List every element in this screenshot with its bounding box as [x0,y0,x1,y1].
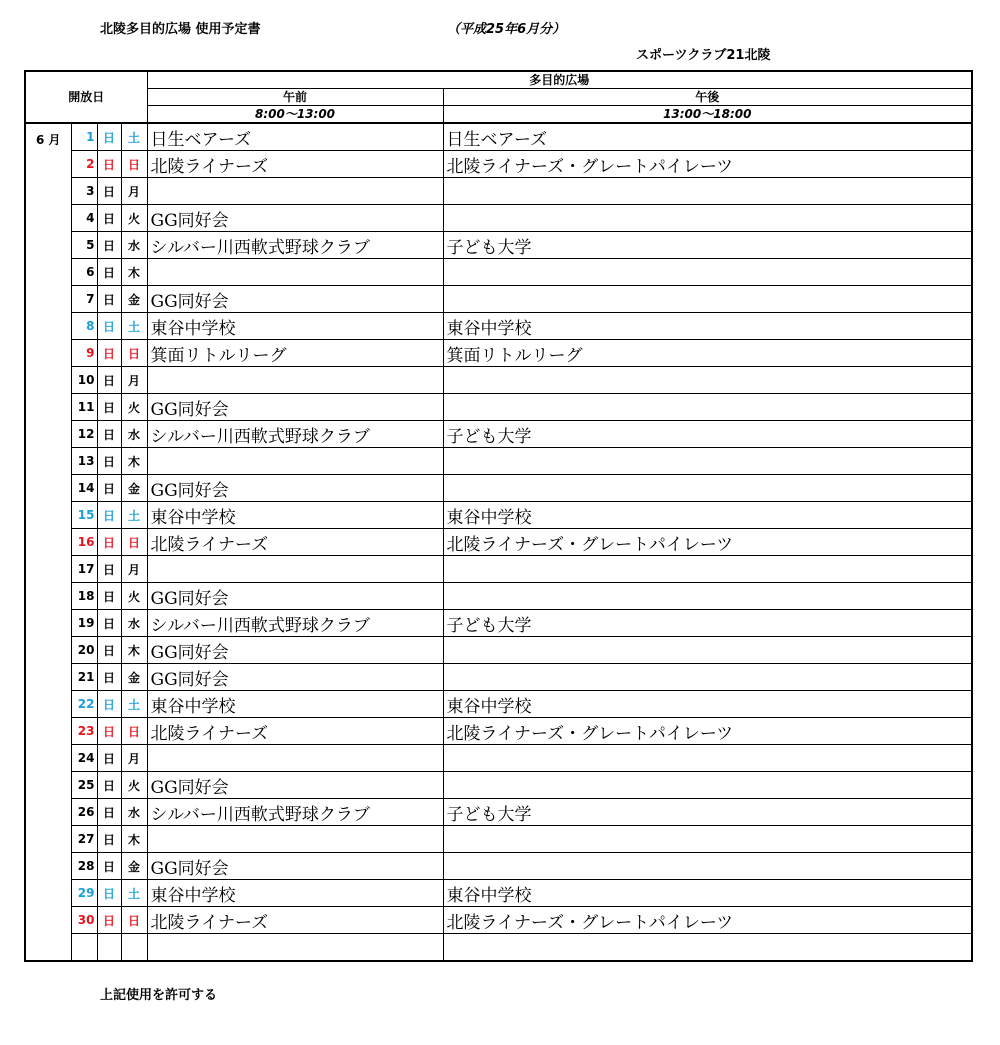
afternoon-booking [443,772,972,799]
table-row [25,421,972,448]
afternoon-booking: 子ども大学 [443,799,972,826]
weekday-cell: 金 [121,475,147,502]
day-suffix: 日 [97,313,121,340]
weekday-cell: 火 [121,205,147,232]
day-number: 10 [71,367,97,394]
afternoon-booking [443,745,972,772]
afternoon-booking [443,178,972,205]
day-suffix: 日 [97,421,121,448]
morning-booking: シルバー川西軟式野球クラブ [147,421,443,448]
day-suffix: 日 [97,232,121,259]
day-number: 22 [71,691,97,718]
day-number: 20 [71,637,97,664]
afternoon-booking [443,259,972,286]
day-suffix: 日 [97,502,121,529]
day-suffix: 日 [97,556,121,583]
day-number: 14 [71,475,97,502]
morning-booking: GG同好会 [147,853,443,880]
empty-cell [443,934,972,962]
afternoon-booking [443,664,972,691]
empty-cell [121,934,147,962]
weekday-cell: 日 [121,151,147,178]
morning-booking [147,556,443,583]
day-suffix: 日 [97,637,121,664]
table-row [25,826,972,853]
day-number: 30 [71,907,97,934]
weekday-cell: 木 [121,448,147,475]
weekday-cell: 水 [121,610,147,637]
morning-booking: シルバー川西軟式野球クラブ [147,610,443,637]
table-row [25,907,972,934]
table-row [25,637,972,664]
table-row [25,853,972,880]
day-suffix: 日 [97,907,121,934]
morning-booking [147,367,443,394]
day-suffix: 日 [97,772,121,799]
morning-booking [147,448,443,475]
morning-booking [147,826,443,853]
morning-booking: GG同好会 [147,637,443,664]
day-number: 17 [71,556,97,583]
day-suffix: 日 [97,448,121,475]
weekday-cell: 土 [121,123,147,151]
weekday-cell: 土 [121,502,147,529]
weekday-cell: 日 [121,718,147,745]
document-period: （平成25年6月分） [447,22,566,37]
table-row [25,610,972,637]
afternoon-booking: 日生ベアーズ [443,123,972,151]
weekday-cell: 水 [121,799,147,826]
afternoon-booking [443,637,972,664]
morning-booking: GG同好会 [147,286,443,313]
weekday-cell: 金 [121,664,147,691]
morning-booking: 東谷中学校 [147,502,443,529]
morning-booking: GG同好会 [147,475,443,502]
afternoon-booking: 箕面リトルリーグ [443,340,972,367]
table-row-empty [25,934,972,962]
weekday-cell: 火 [121,394,147,421]
day-number: 24 [71,745,97,772]
day-suffix: 日 [97,718,121,745]
weekday-cell: 月 [121,178,147,205]
weekday-cell: 火 [121,583,147,610]
day-suffix: 日 [97,178,121,205]
empty-cell [147,934,443,962]
day-number: 19 [71,610,97,637]
day-number: 26 [71,799,97,826]
day-number: 1 [71,123,97,151]
afternoon-booking [443,853,972,880]
table-row [25,475,972,502]
day-number: 21 [71,664,97,691]
morning-booking: 北陵ライナーズ [147,529,443,556]
day-suffix: 日 [97,799,121,826]
weekday-cell: 土 [121,691,147,718]
weekday-cell: 金 [121,853,147,880]
afternoon-booking: 北陵ライナーズ・グレートパイレーツ [443,718,972,745]
table-row [25,556,972,583]
afternoon-time-header: 13:00～18:00 [443,106,972,124]
day-suffix: 日 [97,259,121,286]
morning-booking [147,259,443,286]
table-row [25,123,972,151]
day-number: 12 [71,421,97,448]
day-suffix: 日 [97,529,121,556]
table-row [25,394,972,421]
empty-cell [71,934,97,962]
afternoon-booking: 子ども大学 [443,232,972,259]
morning-booking: 北陵ライナーズ [147,718,443,745]
afternoon-booking: 北陵ライナーズ・グレートパイレーツ [443,529,972,556]
weekday-cell: 木 [121,826,147,853]
table-row [25,286,972,313]
weekday-cell: 水 [121,232,147,259]
day-number: 27 [71,826,97,853]
day-suffix: 日 [97,205,121,232]
afternoon-booking: 子ども大学 [443,610,972,637]
weekday-cell: 日 [121,340,147,367]
weekday-cell: 月 [121,745,147,772]
morning-time-header: 8:00～13:00 [147,106,443,124]
weekday-cell: 月 [121,367,147,394]
day-suffix: 日 [97,583,121,610]
table-row [25,691,972,718]
afternoon-booking [443,286,972,313]
morning-booking [147,178,443,205]
venue-header: 多目的広場 [147,71,972,89]
morning-booking: 北陵ライナーズ [147,907,443,934]
day-number: 18 [71,583,97,610]
table-row [25,205,972,232]
day-number: 8 [71,313,97,340]
table-row [25,745,972,772]
weekday-cell: 金 [121,286,147,313]
day-number: 11 [71,394,97,421]
weekday-cell: 火 [121,772,147,799]
morning-booking: 東谷中学校 [147,880,443,907]
morning-booking: GG同好会 [147,394,443,421]
table-row [25,313,972,340]
weekday-cell: 日 [121,907,147,934]
weekday-cell: 土 [121,313,147,340]
table-row [25,529,972,556]
weekday-cell: 水 [121,421,147,448]
morning-header: 午前 [147,89,443,106]
organization-name: スポーツクラブ21北陵 [636,48,771,63]
day-number: 13 [71,448,97,475]
weekday-cell: 木 [121,637,147,664]
open-day-header: 開放日 [25,71,147,123]
day-number: 25 [71,772,97,799]
morning-booking [147,745,443,772]
weekday-cell: 木 [121,259,147,286]
afternoon-booking [443,826,972,853]
day-number: 15 [71,502,97,529]
table-row [25,151,972,178]
table-row [25,718,972,745]
morning-booking: シルバー川西軟式野球クラブ [147,232,443,259]
table-row [25,880,972,907]
day-suffix: 日 [97,664,121,691]
afternoon-booking: 北陵ライナーズ・グレートパイレーツ [443,151,972,178]
morning-booking: 東谷中学校 [147,313,443,340]
day-suffix: 日 [97,853,121,880]
day-number: 28 [71,853,97,880]
afternoon-booking: 東谷中学校 [443,691,972,718]
afternoon-booking [443,205,972,232]
afternoon-booking [443,583,972,610]
afternoon-booking [443,367,972,394]
table-row [25,232,972,259]
day-number: 9 [71,340,97,367]
weekday-cell: 日 [121,529,147,556]
morning-booking: GG同好会 [147,772,443,799]
table-row [25,502,972,529]
afternoon-booking: 北陵ライナーズ・グレートパイレーツ [443,907,972,934]
afternoon-booking: 東谷中学校 [443,313,972,340]
approval-note: 上記使用を許可する [100,988,218,1003]
table-row [25,583,972,610]
day-suffix: 日 [97,394,121,421]
table-row [25,367,972,394]
document-title: 北陵多目的広場 使用予定書 [100,22,261,37]
schedule-table [24,70,973,962]
day-number: 5 [71,232,97,259]
weekday-cell: 月 [121,556,147,583]
day-number: 7 [71,286,97,313]
afternoon-booking [443,556,972,583]
afternoon-booking [443,475,972,502]
table-row [25,340,972,367]
day-suffix: 日 [97,610,121,637]
day-suffix: 日 [97,880,121,907]
day-number: 2 [71,151,97,178]
empty-cell [97,934,121,962]
morning-booking: 東谷中学校 [147,691,443,718]
table-row [25,664,972,691]
day-number: 3 [71,178,97,205]
afternoon-booking [443,394,972,421]
afternoon-booking: 東谷中学校 [443,502,972,529]
morning-booking: 日生ベアーズ [147,123,443,151]
day-number: 4 [71,205,97,232]
table-row [25,799,972,826]
weekday-cell: 土 [121,880,147,907]
table-row [25,772,972,799]
month-cell: 6 月 [25,123,71,961]
day-number: 16 [71,529,97,556]
day-suffix: 日 [97,151,121,178]
day-suffix: 日 [97,826,121,853]
afternoon-booking: 東谷中学校 [443,880,972,907]
day-suffix: 日 [97,367,121,394]
day-number: 23 [71,718,97,745]
afternoon-header: 午後 [443,89,972,106]
morning-booking: 北陵ライナーズ [147,151,443,178]
morning-booking: GG同好会 [147,583,443,610]
table-row [25,259,972,286]
table-row [25,448,972,475]
day-number: 29 [71,880,97,907]
morning-booking: GG同好会 [147,664,443,691]
table-row [25,178,972,205]
day-suffix: 日 [97,475,121,502]
day-suffix: 日 [97,340,121,367]
day-number: 6 [71,259,97,286]
morning-booking: GG同好会 [147,205,443,232]
morning-booking: シルバー川西軟式野球クラブ [147,799,443,826]
day-suffix: 日 [97,691,121,718]
morning-booking: 箕面リトルリーグ [147,340,443,367]
afternoon-booking: 子ども大学 [443,421,972,448]
day-suffix: 日 [97,745,121,772]
afternoon-booking [443,448,972,475]
day-suffix: 日 [97,286,121,313]
day-suffix: 日 [97,123,121,151]
